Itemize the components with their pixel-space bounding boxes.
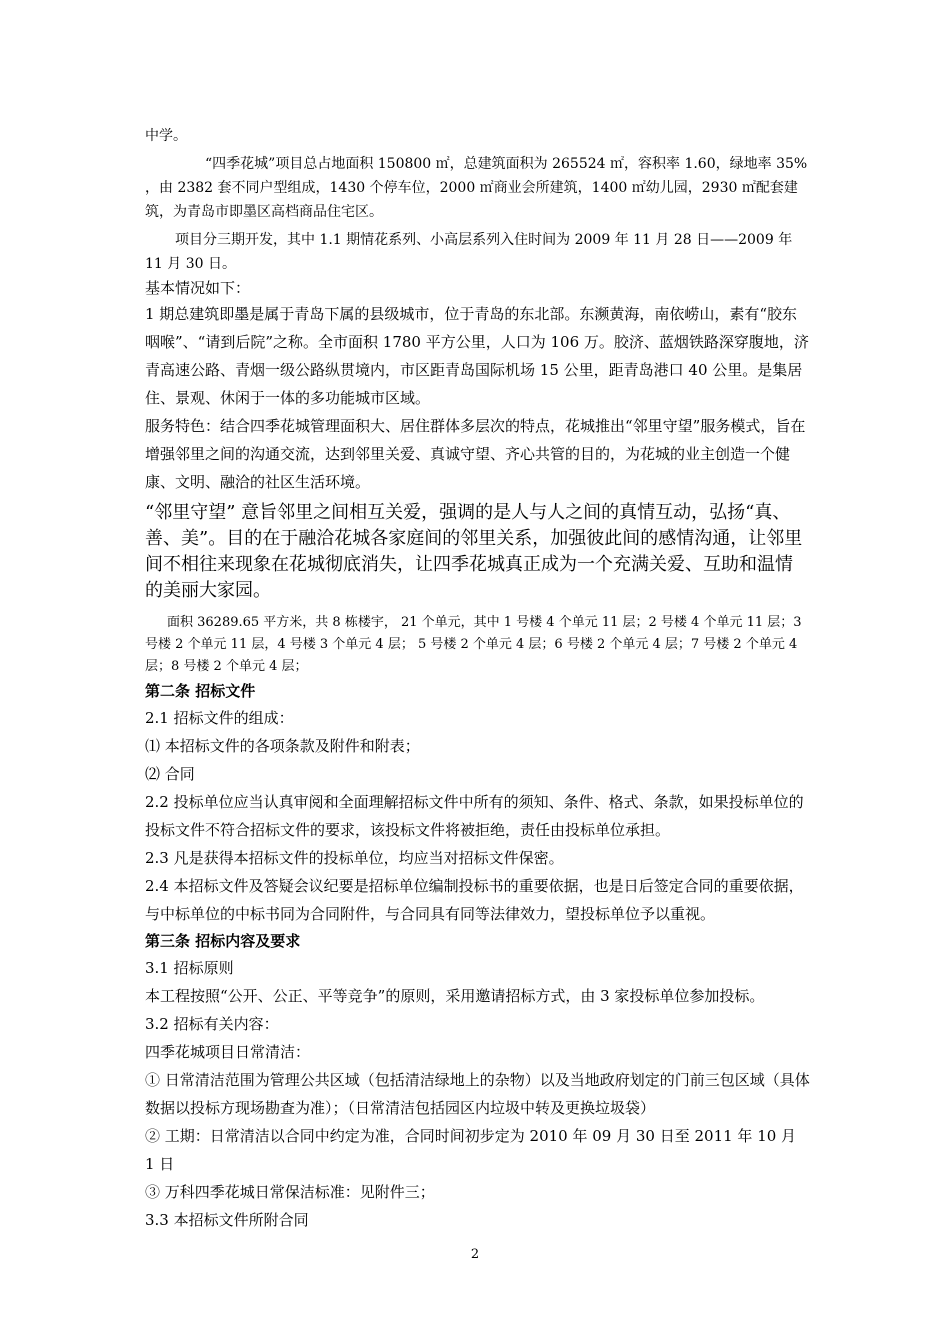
paragraph-phases: 项目分三期开发，其中 1.1 期情花系列、小高层系列入住时间为 2009 年 11 月 28 日——2009 年 11 月 30 日。 bbox=[145, 232, 793, 272]
paragraph-3-3: 3.3 本招标文件所附合同 bbox=[145, 1211, 309, 1229]
paragraph-neighborhood-watch: “邻里守望” 意旨邻里之间相互关爱，强调的是人与人之间的真情互动，弘扬“真、善、美”。目的在于融洽花城各家庭间的邻里关系，加强彼此间的感情沟通，让邻里间不相往来现象在花城彻底消失，让四季花城真正成为一个充满关爱、互助和温情的美丽大家园。 bbox=[145, 502, 803, 601]
paragraph-3-2: 3.2 招标有关内容： bbox=[145, 1015, 279, 1033]
paragraph-daily-cleaning: 四季花城项目日常清洁： bbox=[145, 1043, 311, 1061]
paragraph-2-1-item-1: ⑴ 本招标文件的各项条款及附件和附表； bbox=[145, 737, 420, 755]
heading-article-three: 第三条 招标内容及要求 bbox=[145, 932, 301, 950]
paragraph-service-features: 服务特色：结合四季花城管理面积大、居住群体多层次的特点，花城推出“邻里守望”服务模式，旨在增强邻里之间的沟通交流，达到邻里关爱、真诚守望、齐心共管的目的，为花城的业主创造一个健康、文明、融洽的社区生活环境。 bbox=[145, 417, 806, 491]
paragraph-project-area: “四季花城”项目总占地面积 150800 ㎡，总建筑面积为 265524 ㎡，容积率 1.60，绿地率 35% ，由 2382 套不同户型组成，1430 个停车位，2000 ㎡商业会所建筑，1400 ㎡幼儿园，2930 ㎡配套建筑，为青岛市即墨区高档商品住宅区。 bbox=[145, 156, 808, 220]
paragraph-buildings: 面积 36289.65 平方米，共 8 栋楼宇， 21 个单元，其中 1 号楼 4 个单元 11 层；2 号楼 4 个单元 11 层；3 号楼 2 个单元 11 层，4 号楼 3 个单元 4 层； 5 号楼 2 个单元 4 层；6 号楼 2 个单元 4 层；7 号楼 2 个单元 4 层；8 号楼 2 个单元 4 层； bbox=[145, 615, 802, 674]
paragraph-2-1: 2.1 招标文件的组成： bbox=[145, 709, 294, 727]
paragraph-3-1: 3.1 招标原则 bbox=[145, 959, 234, 977]
paragraph-2-3: 2.3 凡是获得本招标文件的投标单位，均应当对招标文件保密。 bbox=[145, 849, 564, 867]
paragraph-jimo-overview: 1 期总建筑即墨是属于青岛下属的县级城市，位于青岛的东北部。东濒黄海，南依崂山，素有“胶东咽喉”、“请到后院”之称。全市面积 1780 平方公里，人口为 106 万。胶济、蓝烟铁路深穿腹地，济青高速公路、青烟一级公路纵贯境内，市区距青岛国际机场 15 公里，距青岛港口 40 公里。是集居住、景观、休闲于一体的多功能城市区域。 bbox=[145, 305, 809, 407]
paragraph-continuation: 中学。 bbox=[145, 128, 187, 144]
heading-article-two: 第二条 招标文件 bbox=[145, 682, 256, 700]
paragraph-cleaning-scope: ① 日常清洁范围为管理公共区域（包括清洁绿地上的杂物）以及当地政府划定的门前三包区域（具体数据以投标方现场勘查为准）；（日常清洁包括园区内垃圾中转及更换垃圾袋） bbox=[145, 1071, 810, 1117]
document-body bbox=[145, 124, 810, 1234]
page-number: 2 bbox=[470, 1247, 480, 1262]
paragraph-duration: ② 工期：日常清洁以合同中约定为准，合同时间初步定为 2010 年 09 月 30 日至 2011 年 10 月 1 日 bbox=[145, 1127, 797, 1173]
paragraph-2-4: 2.4 本招标文件及答疑会议纪要是招标单位编制投标书的重要依据，也是日后签定合同的重要依据，与中标单位的中标书同为合同附件，与合同具有同等法律效力，望投标单位予以重视。 bbox=[145, 877, 804, 923]
paragraph-standard: ③ 万科四季花城日常保洁标准：见附件三； bbox=[145, 1183, 435, 1201]
paragraph-principle: 本工程按照“公开、公正、平等竞争”的原则，采用邀请招标方式，由 3 家投标单位参加投标。 bbox=[145, 987, 765, 1005]
paragraph-2-1-item-2: ⑵ 合同 bbox=[145, 765, 195, 783]
paragraph-2-2: 2.2 投标单位应当认真审阅和全面理解招标文件中所有的须知、条件、格式、条款，如果投标单位的投标文件不符合招标文件的要求，该投标文件将被拒绝，责任由投标单位承担。 bbox=[145, 793, 804, 839]
paragraph-basic-info-label: 基本情况如下： bbox=[145, 279, 251, 297]
